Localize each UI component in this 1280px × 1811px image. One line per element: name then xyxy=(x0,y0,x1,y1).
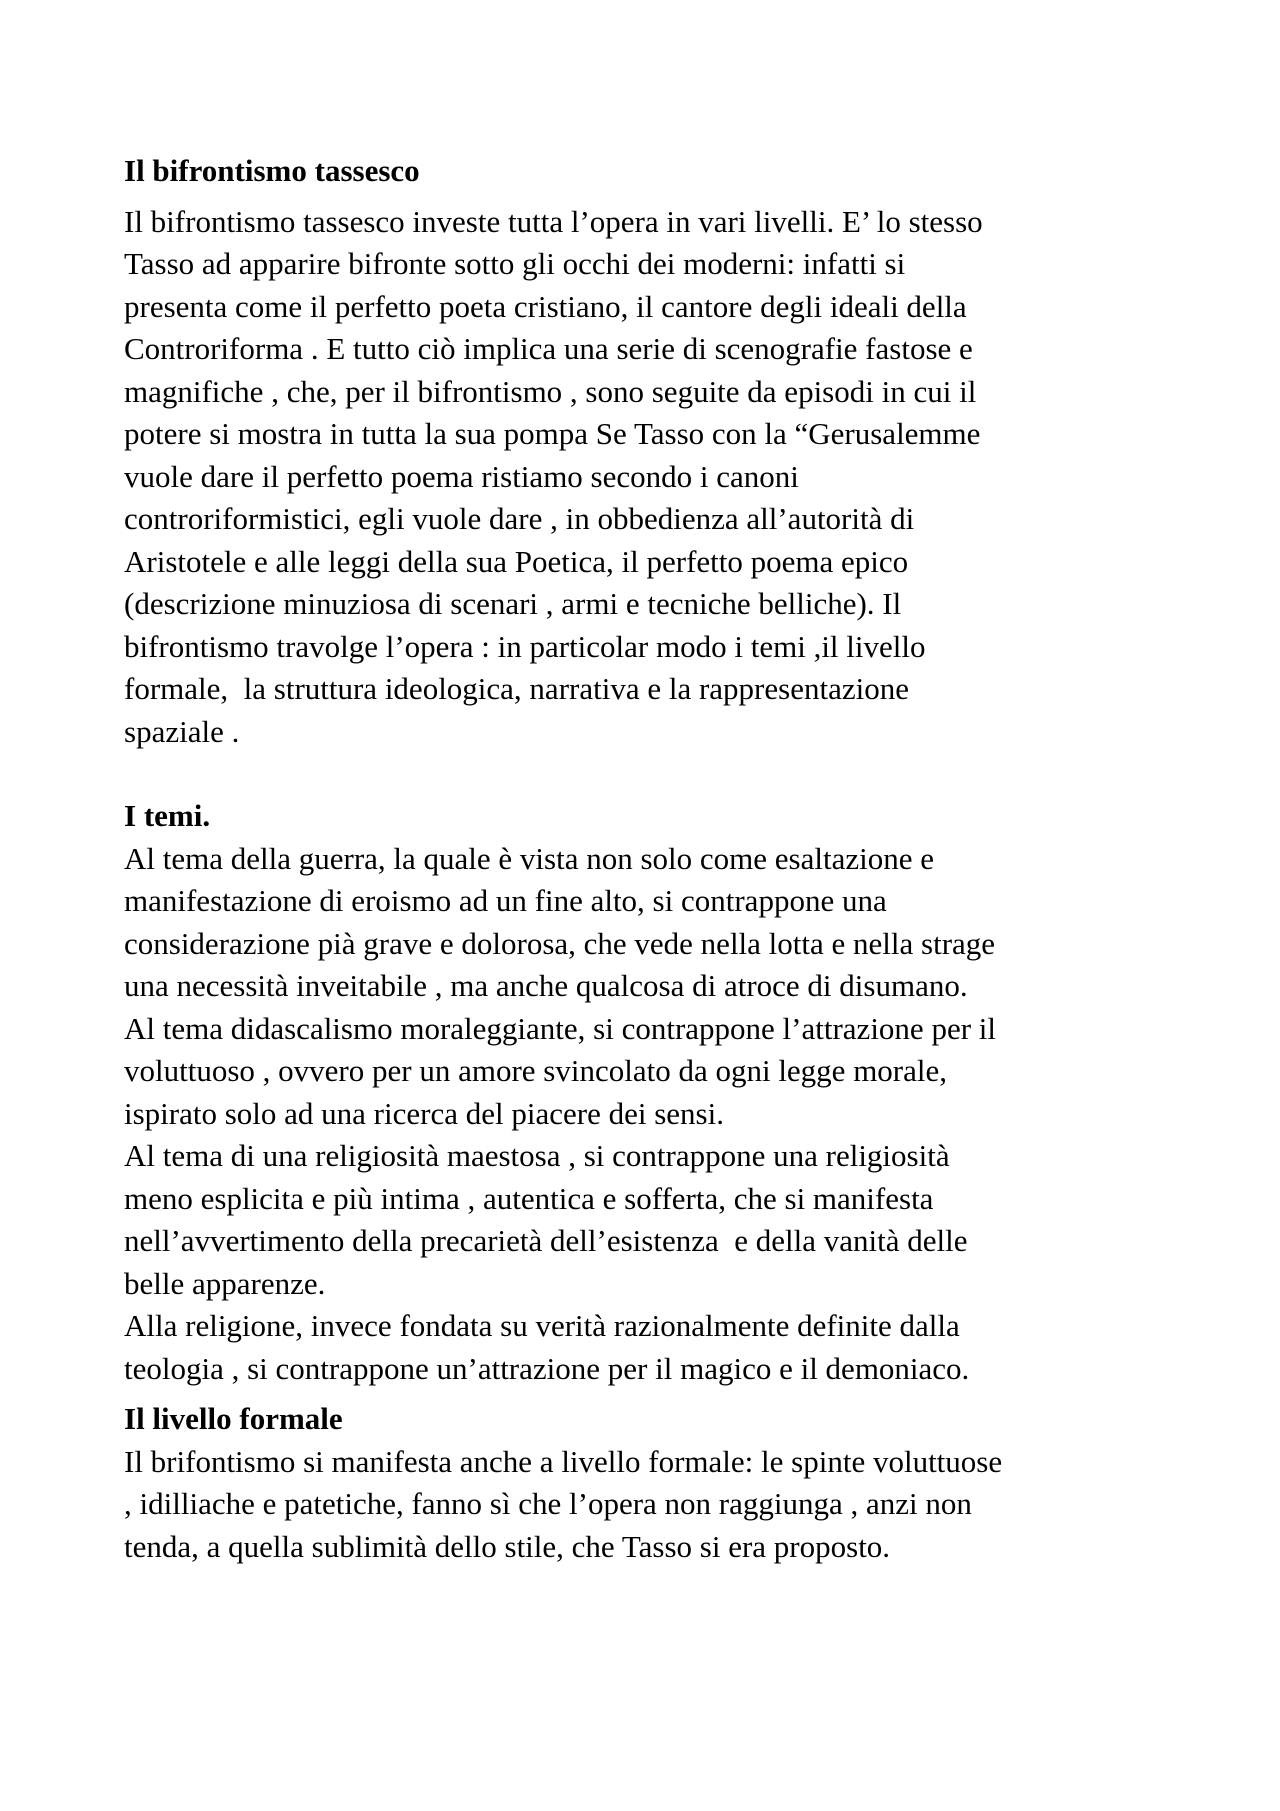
text-line: belle apparenze. xyxy=(124,1265,326,1301)
text-line: voluttuoso , ovvero per un amore svincolato da ogni legge morale, xyxy=(124,1053,948,1088)
section-heading: Il livello formale xyxy=(124,1401,343,1436)
text-line: Tasso ad apparire bifronte sotto gli occhi dei moderni: infatti si xyxy=(124,246,906,281)
text-line: ispirato solo ad una ricerca del piacere dei sensi. xyxy=(124,1095,724,1131)
text-line: tenda, a quella sublimità dello stile, che Tasso si era proposto. xyxy=(124,1528,891,1564)
section-heading: Il bifrontismo tassesco xyxy=(124,153,420,188)
text-line: , idilliache e patetiche, fanno sì che l’opera non raggiunga , anzi non xyxy=(124,1486,972,1521)
text-line: meno esplicita e più intima , autentica e sofferta, che si manifesta xyxy=(124,1180,934,1216)
text-line: Alla religione, invece fondata su verità razionalmente definite dalla xyxy=(124,1308,960,1343)
text-line: considerazione pià grave e dolorosa, che vede nella lotta e nella strage xyxy=(124,925,996,961)
text-line: Al tema didascalismo moraleggiante, si contrappone l’attrazione per il xyxy=(124,1010,996,1046)
section-paragraph xyxy=(124,201,1184,754)
text-line: manifestazione di eroismo ad un fine alto, si contrappone una xyxy=(124,883,887,918)
text-line: (descrizione minuziosa di scenari , armi e tecniche belliche). Il xyxy=(124,586,902,621)
text-line: Controriforma . E tutto ciò implica una serie di scenografie fastose e xyxy=(124,331,973,366)
section-bifrontismo xyxy=(124,150,1184,753)
text-line: magnifiche , che, per il bifrontismo , sono seguite da episodi in cui il xyxy=(124,373,977,409)
text-line: Al tema della guerra, la quale è vista non solo come esaltazione e xyxy=(124,840,934,876)
section-paragraph xyxy=(124,838,1184,1391)
text-line: controriformistici, egli vuole dare , in obbedienza all’autorità di xyxy=(124,501,915,536)
text-line: Il bifrontismo tassesco investe tutta l’opera in vari livelli. E’ lo stesso xyxy=(124,203,983,239)
text-line: presenta come il perfetto poeta cristiano, il cantore degli ideali della xyxy=(124,288,967,324)
text-line: bifrontismo travolge l’opera : in particolar modo i temi ,il livello xyxy=(124,628,926,664)
section-paragraph xyxy=(124,1441,1184,1569)
text-line: potere si mostra in tutta la sua pompa Se Tasso con la “Gerusalemme xyxy=(124,416,981,451)
text-line: nell’avvertimento della precarietà dell’esistenza e della vanità delle xyxy=(124,1223,968,1258)
text-line: vuole dare il perfetto poema ristiamo secondo i canoni xyxy=(124,458,799,494)
text-line: Al tema di una religiosità maestosa , si contrappone una religiosità xyxy=(124,1138,950,1173)
text-line: formale, la struttura ideologica, narrativa e la rappresentazione xyxy=(124,671,909,706)
section-livello-formale xyxy=(124,1398,1184,1568)
text-line: teologia , si contrappone un’attrazione per il magico e il demoniaco. xyxy=(124,1350,970,1386)
section-heading: I temi. xyxy=(124,798,211,833)
text-line: una necessità inveitabile , ma anche qualcosa di atroce di disumano. xyxy=(124,968,968,1003)
text-line: Aristotele e alle leggi della sua Poetica, il perfetto poema epico xyxy=(124,543,909,579)
text-line: Il brifontismo si manifesta anche a livello formale: le spinte voluttuose xyxy=(124,1443,1003,1479)
section-temi xyxy=(124,795,1184,1390)
document-body xyxy=(124,150,1184,1568)
text-line: spaziale . xyxy=(124,713,240,749)
